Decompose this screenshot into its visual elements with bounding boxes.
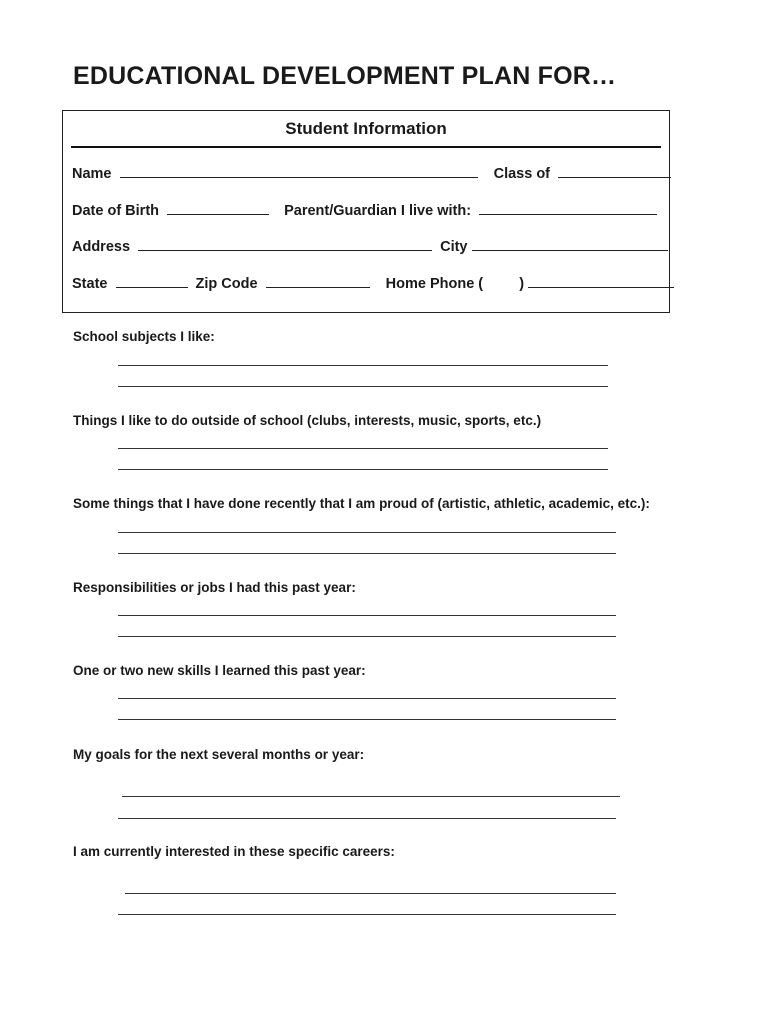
date-of-birth-field[interactable]	[167, 200, 269, 215]
outside-activities-line-1[interactable]	[118, 448, 608, 449]
careers-label: I am currently interested in these specific careers:	[73, 844, 395, 859]
home-phone-close: )	[519, 276, 525, 292]
new-skills-label: One or two new skills I learned this past year:	[73, 663, 366, 678]
new-skills-line-2[interactable]	[118, 719, 616, 720]
zip-code-field[interactable]	[266, 273, 370, 288]
state-label: State	[72, 276, 108, 292]
goals-label: My goals for the next several months or year:	[73, 747, 365, 762]
class-of-field[interactable]	[558, 163, 671, 178]
student-information-heading: Student Information	[285, 119, 447, 138]
page-title: EDUCATIONAL DEVELOPMENT PLAN FOR…	[73, 62, 617, 90]
goals-line-1[interactable]	[122, 796, 620, 797]
goals-line-2[interactable]	[118, 818, 616, 819]
outside-activities-label: Things I like to do outside of school (clubs, interests, music, sports, etc.)	[73, 413, 542, 428]
address-row	[72, 236, 672, 255]
responsibilities-label: Responsibilities or jobs I had this past year:	[73, 580, 356, 595]
address-label: Address	[72, 239, 131, 255]
name-label: Name	[72, 166, 112, 182]
careers-line-2[interactable]	[118, 914, 616, 915]
city-field[interactable]	[472, 236, 668, 251]
home-phone-label: Home Phone (	[385, 276, 484, 292]
responsibilities-line-1[interactable]	[118, 615, 616, 616]
careers-line-1[interactable]	[125, 893, 616, 894]
outside-activities-line-2[interactable]	[118, 469, 608, 470]
state-zip-phone-row	[72, 273, 678, 292]
home-phone-field[interactable]	[528, 273, 674, 288]
guardian-field[interactable]	[479, 200, 657, 215]
guardian-label: Parent/Guardian I live with:	[284, 203, 472, 219]
city-label: City	[440, 239, 468, 255]
student-information-box	[62, 110, 670, 313]
school-subjects-line-1[interactable]	[118, 365, 608, 366]
proud-of-label: Some things that I have done recently that I am proud of (artistic, athletic, academic, etc.):	[73, 496, 650, 511]
class-of-label: Class of	[493, 166, 551, 182]
school-subjects-line-2[interactable]	[118, 386, 608, 387]
proud-of-line-1[interactable]	[118, 532, 616, 533]
school-subjects-label: School subjects I like:	[73, 329, 215, 344]
address-field[interactable]	[138, 236, 432, 251]
responsibilities-line-2[interactable]	[118, 636, 616, 637]
heading-divider	[71, 146, 661, 148]
date-of-birth-label: Date of Birth	[72, 203, 159, 219]
new-skills-line-1[interactable]	[118, 698, 616, 699]
zip-code-label: Zip Code	[195, 276, 258, 292]
name-row	[72, 163, 675, 182]
dob-guardian-row	[72, 200, 661, 219]
state-field[interactable]	[116, 273, 188, 288]
proud-of-line-2[interactable]	[118, 553, 616, 554]
name-field[interactable]	[120, 163, 478, 178]
